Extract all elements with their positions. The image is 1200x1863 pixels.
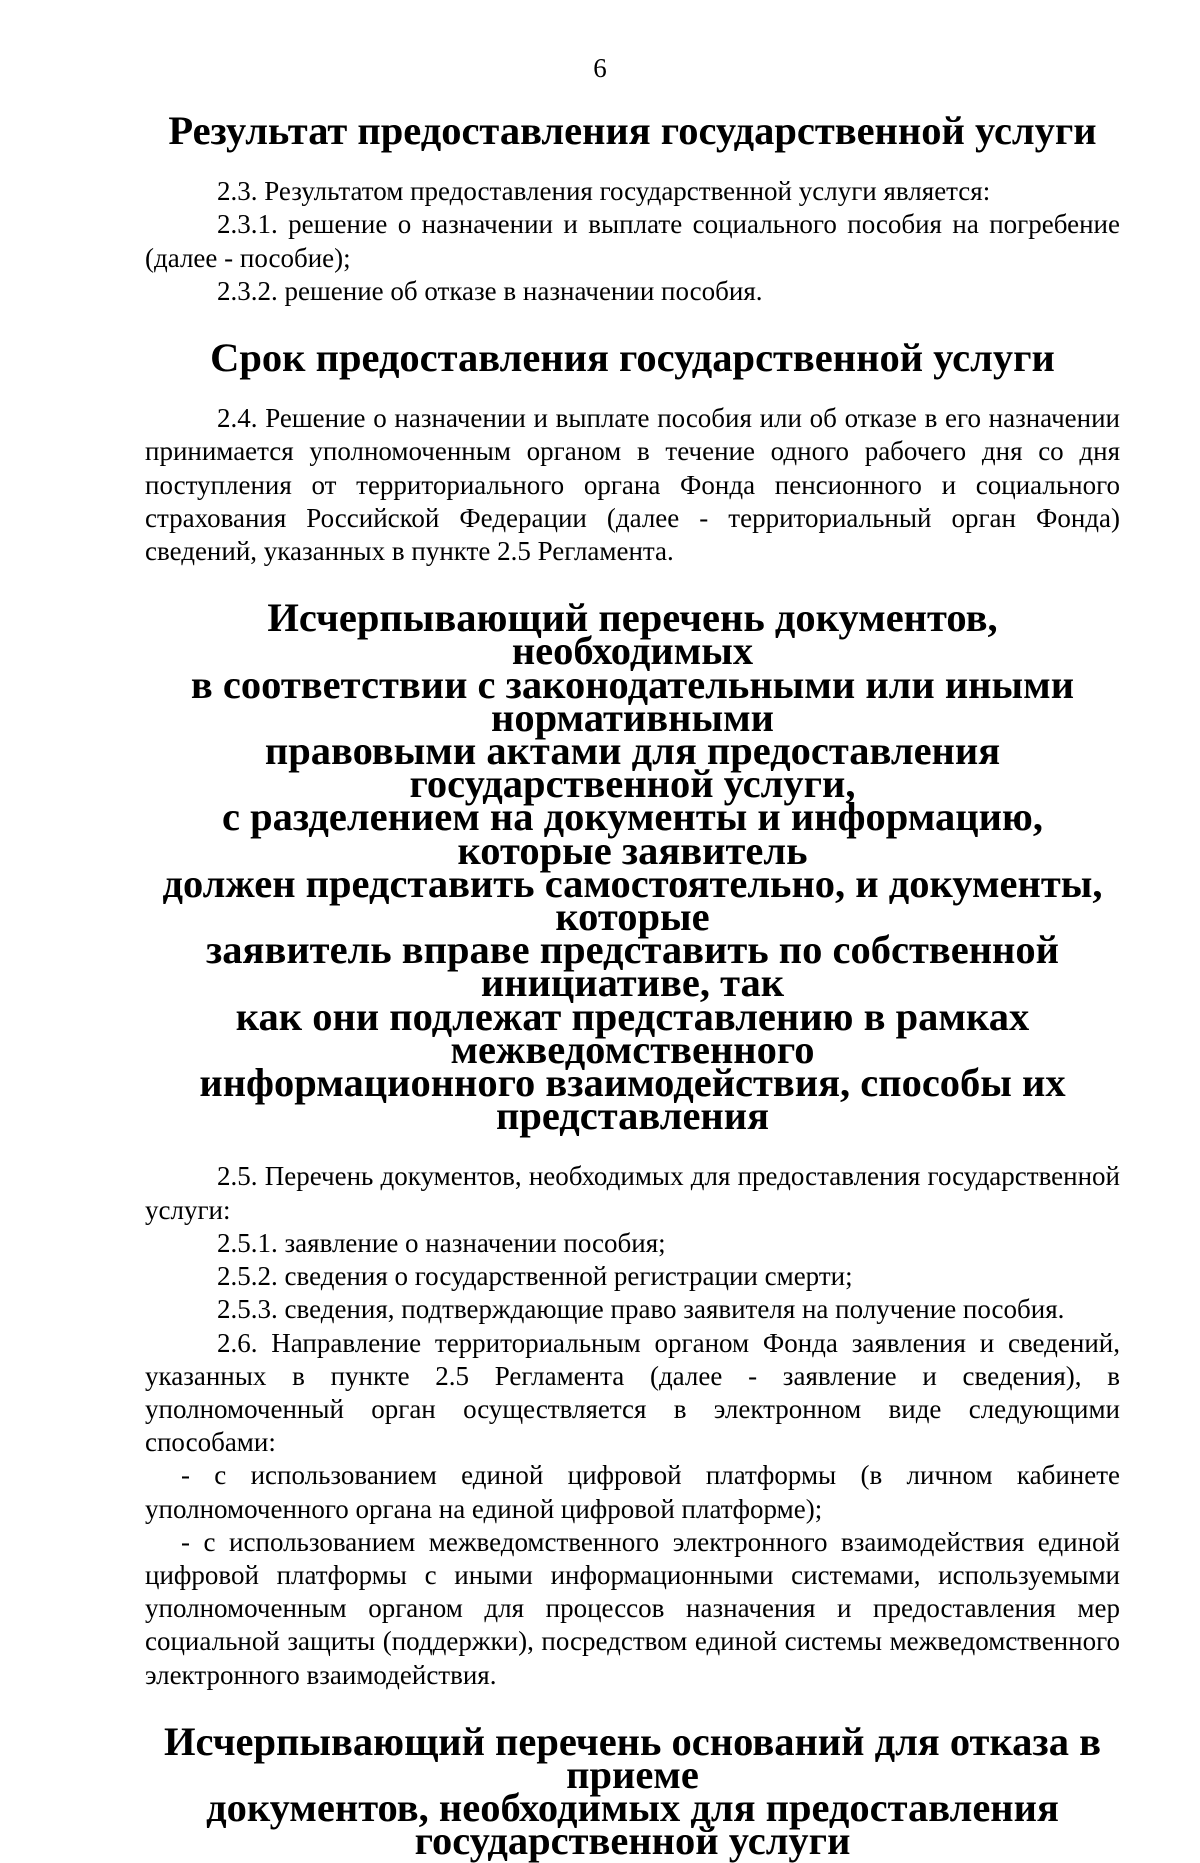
- paragraph-2-5-1: 2.5.1. заявление о назначении пособия;: [217, 1227, 666, 1258]
- heading-documents-line: правовыми актами для предоставления государственной услуги,: [264, 728, 1001, 807]
- heading-documents-line: с разделением на документы и информацию, которые заявитель: [221, 794, 1043, 873]
- heading-documents-line: должен представить самостоятельно, и документы, которые: [162, 860, 1103, 940]
- paragraph-2-4: 2.4. Решение о назначении и выплате пособия или об отказе в его назначении принимается уполномоченным органом в течение одного рабочего дня со дня поступления от территориального органа Фонда пенсионного и социального страхования Российской Федерации (далее - территориальный орган Фонда) сведений, указанных в пункте 2.5 Регламента.: [145, 403, 1120, 567]
- dash-item-digital-platform: - с использованием единой цифровой платформы (в личном кабинете уполномоченного органа на единой цифровой платформе);: [145, 1460, 1120, 1524]
- paragraph-2-3-2: 2.3.2. решение об отказе в назначении пособия.: [217, 275, 763, 306]
- heading-result: Результат предоставления государственной услуги: [168, 108, 1097, 153]
- paragraph-2-6: 2.6. Направление территориальным органом Фонда заявления и сведений, указанных в пункте 2.5 Регламента (далее - заявление и сведения), в уполномоченный орган осуществляется в электронном виде следующими способами:: [145, 1327, 1120, 1458]
- dash-item-interagency: - с использованием межведомственного электронного взаимодействия единой цифровой платформы с иными информационными системами, используемыми уполномоченным органом для процессов назначения и предоставления мер социальной защиты (поддержки), посредством единой системы межведомственного электронного взаимодействия.: [145, 1526, 1120, 1690]
- heading-refusal-line: государственной услуги: [414, 1818, 851, 1863]
- heading-documents-line: в соответствии с законодательными или иными нормативными: [190, 661, 1075, 740]
- heading-documents-line: заявитель вправе представить по собственной инициативе, так: [206, 927, 1059, 1006]
- paragraph-2-3-1: 2.3.1. решение о назначении и выплате социального пособия на погребение (далее - пособие);: [145, 209, 1120, 273]
- heading-term: Срок предоставления государственной услуги: [210, 335, 1055, 381]
- paragraph-2-5-2: 2.5.2. сведения о государственной регистрации смерти;: [217, 1261, 853, 1292]
- page-content: [145, 108, 1120, 1863]
- heading-refusal-line: Исчерпывающий перечень оснований для отказа в приеме: [164, 1718, 1101, 1797]
- paragraph-2-5-3: 2.5.3. сведения, подтверждающие право заявителя на получение пособия.: [217, 1294, 1065, 1325]
- heading-documents: [145, 595, 1120, 1139]
- heading-documents-line: информационного взаимодействия, способы их представления: [199, 1060, 1066, 1139]
- heading-refusal-line: документов, необходимых для предоставления: [206, 1785, 1059, 1831]
- page-number: 6: [593, 53, 607, 83]
- paragraph-2-5: 2.5. Перечень документов, необходимых для предоставления государственной услуги:: [145, 1161, 1120, 1225]
- heading-documents-line: как они подлежат представлению в рамках межведомственного: [235, 993, 1030, 1072]
- heading-documents-line: Исчерпывающий перечень документов, необходимых: [267, 595, 998, 674]
- heading-refusal: [145, 1718, 1120, 1863]
- paragraph-2-3: 2.3. Результатом предоставления государственной услуги является:: [217, 176, 991, 207]
